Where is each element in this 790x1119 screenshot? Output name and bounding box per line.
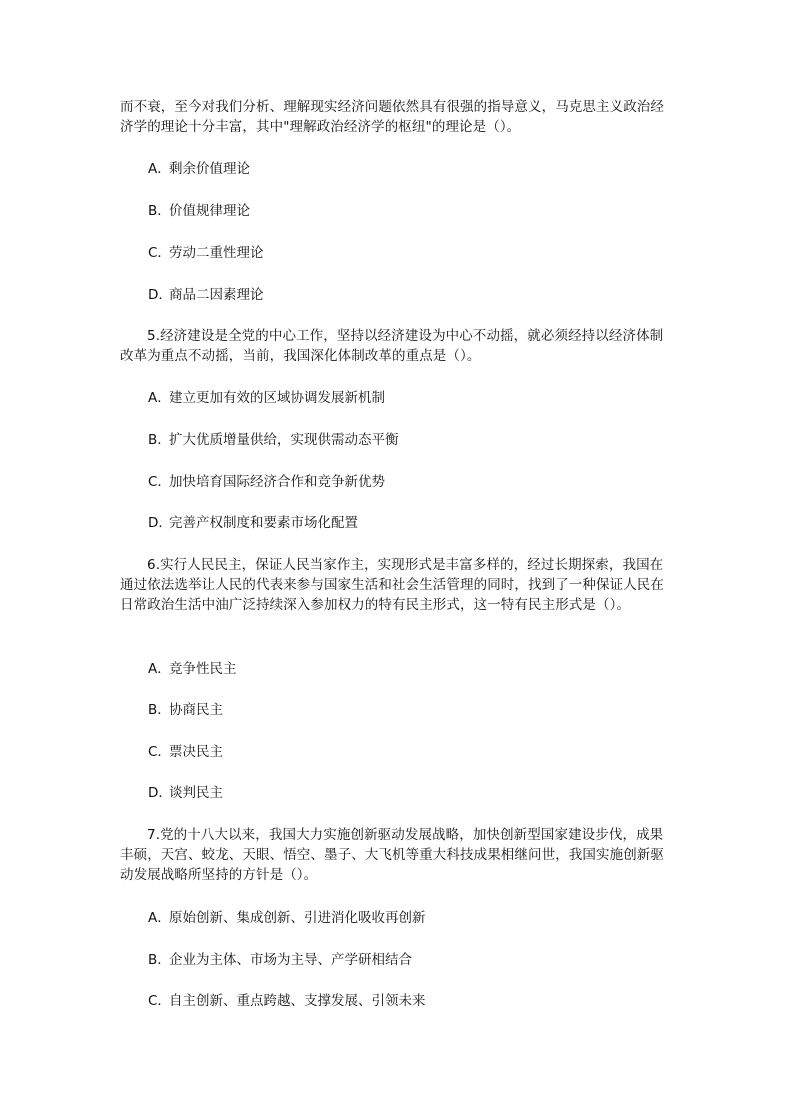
option-letter: C． (148, 744, 171, 760)
option-text: 价值规律理论 (169, 203, 250, 219)
option-text: 谈判民主 (169, 785, 223, 801)
option-letter: D． (148, 515, 172, 531)
question-6-option-c (148, 742, 223, 762)
option-letter: C． (148, 474, 171, 490)
option-text: 扩大优质增量供给，实现供需动态平衡 (169, 432, 399, 448)
question-6-option-d (148, 783, 223, 803)
question-5-option-c (148, 472, 385, 492)
question-7-option-b (148, 950, 412, 970)
option-text: 建立更加有效的区域协调发展新机制 (169, 390, 385, 406)
option-letter: C． (148, 245, 171, 261)
question-7-option-c (148, 991, 426, 1011)
option-text: 企业为主体、市场为主导、产学研相结合 (169, 952, 412, 968)
option-letter: B． (148, 203, 171, 219)
question-5-stem: 5.经济建设是全党的中心工作，坚持以经济建设为中心不动摇，就必须经持以经济体制改革为重点不动摇，当前，我国深化体制改革的重点是（）。 (120, 328, 664, 364)
question-5-option-d (148, 513, 358, 533)
option-text: 票决民主 (169, 744, 223, 760)
option-text: 完善产权制度和要素市场化配置 (169, 515, 358, 531)
option-text: 加快培育国际经济合作和竞争新优势 (169, 474, 385, 490)
option-letter: A． (148, 910, 171, 926)
question-7-stem: 7.党的十八大以来，我国大力实施创新驱动发展战略，加快创新型国家建设步伐，成果丰硕，天宫、蛟龙、天眼、悟空、墨子、大飞机等重大科技成果相继问世，我国实施创新驱动发展战略所坚持的方针是（）。 (120, 827, 664, 883)
option-text: 竞争性民主 (169, 661, 237, 677)
option-letter: B． (148, 702, 171, 718)
question-4-option-c (148, 243, 264, 263)
question-7-option-a (148, 908, 426, 928)
option-letter: A． (148, 161, 171, 177)
question-4-option-b (148, 201, 250, 221)
option-text: 协商民主 (169, 702, 223, 718)
option-letter: B． (148, 952, 171, 968)
question-4-option-a (148, 159, 250, 179)
question-6-stem: 6.实行人民民主，保证人民当家作主，实现形式是丰富多样的，经过长期探索，我国在通过依法选举让人民的代表来参与国家生活和社会生活管理的同时，找到了一种保证人民在日常政治生活中油广泛持续深入参加权力的特有民主形式，这一特有民主形式是（）。 (120, 557, 664, 613)
option-text: 剩余价值理论 (169, 161, 250, 177)
question-4-option-d (148, 285, 264, 305)
question-6-option-b (148, 700, 223, 720)
option-letter: D． (148, 785, 172, 801)
option-text: 原始创新、集成创新、引进消化吸收再创新 (169, 910, 426, 926)
option-text: 劳动二重性理论 (169, 245, 264, 261)
question-6-option-a (148, 659, 237, 679)
option-letter: B． (148, 432, 171, 448)
question-5-option-b (148, 430, 399, 450)
option-letter: D． (148, 287, 172, 303)
option-text: 商品二因素理论 (169, 287, 264, 303)
option-letter: C． (148, 993, 171, 1009)
option-letter: A． (148, 390, 171, 406)
option-letter: A． (148, 661, 171, 677)
question-5-option-a (148, 388, 385, 408)
question-4-stem: 而不衰，至今对我们分析、理解现实经济问题依然具有很强的指导意义，马克思主义政治经济学的理论十分丰富，其中"理解政治经济学的枢纽"的理论是（）。 (120, 99, 664, 135)
option-text: 自主创新、重点跨越、支撑发展、引领未来 (169, 993, 426, 1009)
